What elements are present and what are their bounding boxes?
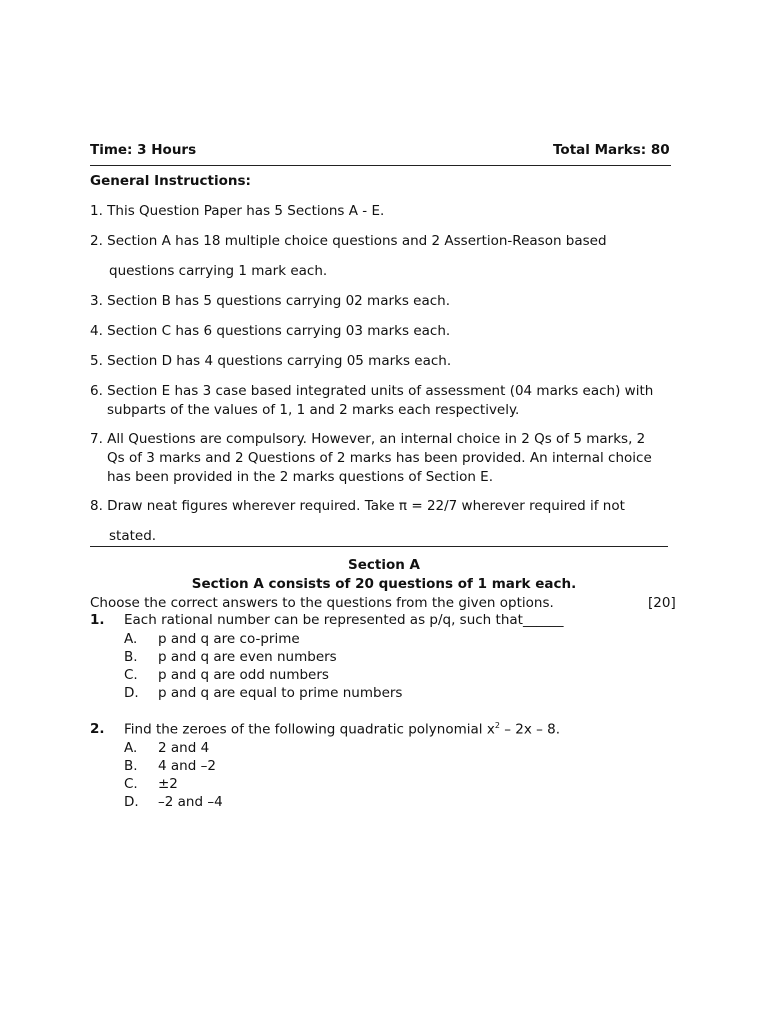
- question-text: [124, 721, 560, 738]
- section-direction: Choose the correct answers to the questions from the given options.: [90, 595, 554, 611]
- instruction-item: 4. Section C has 6 questions carrying 03 marks each.: [90, 323, 451, 339]
- exponent: 2: [494, 721, 500, 730]
- option-label: A.: [124, 631, 138, 647]
- section-subtitle: Section A consists of 20 questions of 1 mark each.: [191, 576, 577, 592]
- question-text-rest: – 2x – 8.: [499, 721, 561, 738]
- instruction-item-continued: Qs of 3 marks and 2 Questions of 2 marks has been provided. An internal choice: [107, 450, 652, 466]
- option-label: B.: [124, 649, 138, 665]
- option-label: A.: [124, 740, 138, 756]
- option-label: D.: [124, 794, 139, 810]
- option-text: –2 and –4: [158, 794, 223, 810]
- option-label: C.: [124, 667, 138, 683]
- instruction-item: 2. Section A has 18 multiple choice questions and 2 Assertion-Reason based: [90, 233, 607, 249]
- instruction-item: 3. Section B has 5 questions carrying 02 marks each.: [90, 293, 451, 309]
- option-label: B.: [124, 758, 138, 774]
- instructions-title: General Instructions:: [90, 173, 251, 189]
- time-label: Time: 3 Hours: [90, 142, 197, 158]
- question-text: Each rational number can be represented as p/q, such that______: [124, 612, 564, 628]
- instruction-item: 5. Section D has 4 questions carrying 05 marks each.: [90, 353, 452, 369]
- instruction-item: 8. Draw neat figures wherever required. Take π = 22/7 wherever required if not: [90, 498, 625, 514]
- option-text: 2 and 4: [158, 740, 210, 756]
- option-text: p and q are odd numbers: [158, 667, 329, 683]
- instruction-item: 7. All Questions are compulsory. However, an internal choice in 2 Qs of 5 marks, 2: [90, 431, 646, 447]
- section-marks: [20]: [648, 595, 676, 611]
- instruction-item-continued: has been provided in the 2 marks questions of Section E.: [107, 469, 494, 485]
- option-text: 4 and –2: [158, 758, 216, 774]
- option-text: ±2: [158, 776, 178, 792]
- total-marks-label: Total Marks: 80: [553, 142, 670, 158]
- instruction-item-continued: subparts of the values of 1, 1 and 2 marks each respectively.: [107, 402, 520, 418]
- question-number: 2.: [90, 721, 105, 737]
- option-text: p and q are equal to prime numbers: [158, 685, 403, 701]
- instruction-item: 1. This Question Paper has 5 Sections A - E.: [90, 203, 385, 219]
- question-number: 1.: [90, 612, 105, 628]
- question-text-main: Find the zeroes of the following quadratic polynomial x: [124, 721, 495, 738]
- header-divider: [90, 165, 671, 166]
- instruction-item: 6. Section E has 3 case based integrated units of assessment (04 marks each) with: [90, 383, 654, 399]
- option-text: p and q are even numbers: [158, 649, 337, 665]
- instructions-divider: [90, 546, 668, 547]
- option-label: C.: [124, 776, 138, 792]
- section-title: Section A: [348, 557, 420, 573]
- instruction-item-continued: stated.: [109, 528, 157, 544]
- option-label: D.: [124, 685, 139, 701]
- instruction-item-continued: questions carrying 1 mark each.: [109, 263, 328, 279]
- option-text: p and q are co-prime: [158, 631, 300, 647]
